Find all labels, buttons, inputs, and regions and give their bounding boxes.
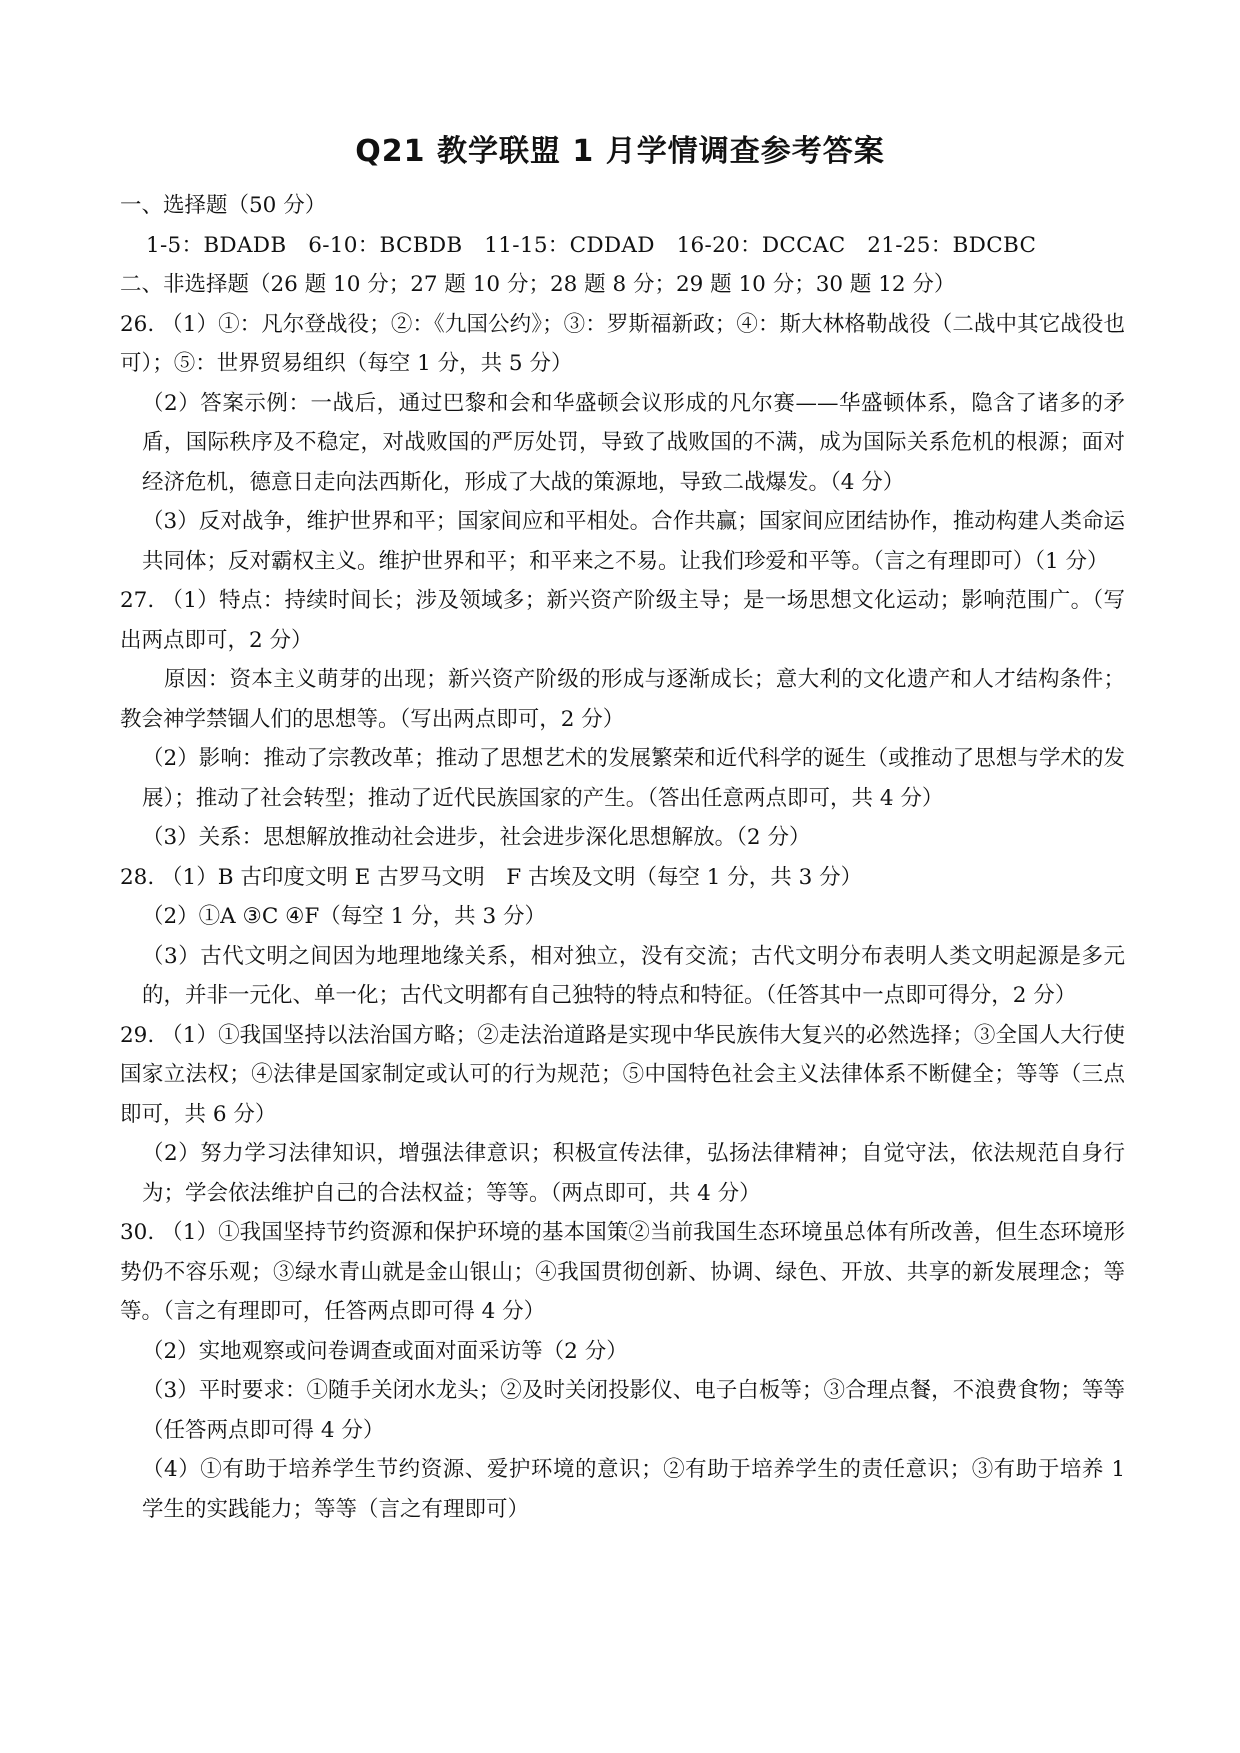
q26-part3: （3）反对战争，维护世界和平；国家间应和平相处。合作共赢；国家间应团结协作，推动构建人类命运共同体；反对霸权主义。维护世界和平；和平来之不易。让我们珍爱和平等。（言之有理即可）（1 分） [142, 509, 1125, 574]
choice-answers: 1-5：BDADB 6-10：BCBDB 11-15：CDDAD 16-20：DCCAC 21-25：BDCBC [146, 232, 1037, 258]
q28-part1: 28. （1）B 古印度文明 E 古罗马文明 F 古埃及文明（每空 1 分，共 3 分） [120, 864, 863, 890]
q27-part1: 27. （1）特点：持续时间长；涉及领域多；新兴资产阶级主导；是一场思想文化运动；影响范围广。（写出两点即可，2 分） [120, 588, 1125, 653]
q27-part3: （3）关系：思想解放推动社会进步，社会进步深化思想解放。（2 分） [142, 825, 811, 850]
q26-part1: 26. （1）①：凡尔登战役；②：《九国公约》；③：罗斯福新政；④：斯大林格勒战役（二战中其它战役也可）；⑤：世界贸易组织（每空 1 分，共 5 分） [120, 311, 1125, 376]
q30-part1: 30. （1）①我国坚持节约资源和保护环境的基本国策②当前我国生态环境虽总体有所改善，但生态环境形势仍不容乐观；③绿水青山就是金山银山；④我国贯彻创新、协调、绿色、开放、共享的新发展理念；等等。（言之有理即可，任答两点即可得 4 分） [120, 1220, 1125, 1324]
nonchoice-section-heading: 二、非选择题（26 题 10 分；27 题 10 分；28 题 8 分；29 题 10 分；30 题 12 分） [120, 272, 956, 297]
q27-part2: （2）影响：推动了宗教改革；推动了思想艺术的发展繁荣和近代科学的诞生（或推动了思想与学术的发展）；推动了社会转型；推动了近代民族国家的产生。（答出任意两点即可，共 4 分） [142, 746, 1125, 811]
page-title: Q21 教学联盟 1 月学情调查参考答案 [355, 134, 885, 169]
q28-part3: （3）古代文明之间因为地理地缘关系，相对独立，没有交流；古代文明分布表明人类文明起源是多元的，并非一元化、单一化；古代文明都有自己独特的特点和特征。（任答其中一点即可得分，2 分） [142, 943, 1125, 1008]
answer-content [120, 186, 1125, 1529]
q29-part2: （2）努力学习法律知识，增强法律意识；积极宣传法律，弘扬法律精神；自觉守法，依法规范自身行为；学会依法维护自己的合法权益；等等。（两点即可，共 4 分） [142, 1141, 1125, 1206]
q30-part2: （2）实地观察或问卷调查或面对面采访等（2 分） [142, 1338, 628, 1364]
q28-part2: （2）①A ③C ④F（每空 1 分，共 3 分） [142, 904, 546, 929]
choice-section-heading: 一、选择题（50 分） [120, 193, 327, 218]
q30-part3: （3）平时要求：①随手关闭水龙头；②及时关闭投影仪、电子白板等；③合理点餐，不浪费食物；等等（任答两点即可得 4 分） [142, 1378, 1125, 1443]
q27-part1-reasons: 原因：资本主义萌芽的出现；新兴资产阶级的形成与逐渐成长；意大利的文化遗产和人才结构条件；教会神学禁锢人们的思想等。（写出两点即可，2 分） [120, 667, 1125, 732]
q30-part4: （4）①有助于培养学生节约资源、爱护环境的意识；②有助于培养学生的责任意识；③有助于培养 1 学生的实践能力；等等（言之有理即可） [142, 1457, 1125, 1522]
q29-part1: 29. （1）①我国坚持以法治国方略；②走法治道路是实现中华民族伟大复兴的必然选择；③全国人大行使国家立法权；④法律是国家制定或认可的行为规范；⑤中国特色社会主义法律体系不断健全；等等（三点即可，共 6 分） [120, 1022, 1125, 1127]
q26-part2: （2）答案示例：一战后，通过巴黎和会和华盛顿会议形成的凡尔赛——华盛顿体系，隐含了诸多的矛盾，国际秩序及不稳定，对战败国的严厉处罚，导致了战败国的不满，成为国际关系危机的根源；面对经济危机，德意日走向法西斯化，形成了大战的策源地，导致二战爆发。（4 分） [142, 390, 1125, 495]
